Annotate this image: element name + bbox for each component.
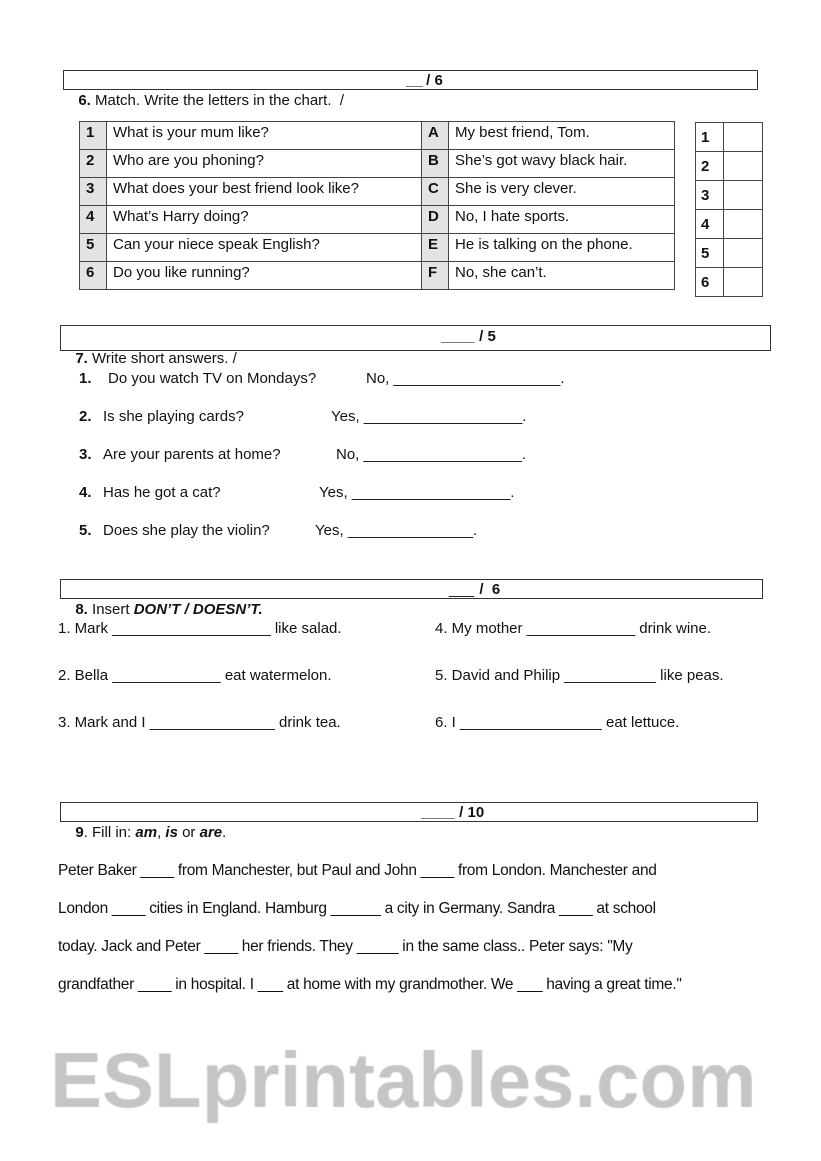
section-7-score-blank: ____	[441, 328, 475, 345]
section-9-number: 9	[75, 824, 84, 841]
item-number: 2.	[79, 408, 92, 425]
paragraph-line[interactable]: today. Jack and Peter ____ her friends. They _____ in the same class.. Peter says: "My	[58, 938, 633, 955]
item-question: Is she playing cards?	[103, 408, 244, 425]
answer-letter: C	[422, 178, 449, 206]
item-question: Are your parents at home?	[103, 446, 281, 463]
item-answer-blank[interactable]: Yes, ___________________.	[319, 484, 515, 501]
answer-text: No, she can’t.	[449, 262, 675, 290]
section-8-score-blank: ___	[449, 581, 475, 598]
grid-row	[696, 239, 763, 268]
section-6-score-blank: __	[406, 72, 423, 89]
match-row	[80, 234, 675, 262]
section-8-score: / 6	[471, 581, 501, 598]
item-answer-blank[interactable]: No, ____________________.	[366, 370, 565, 387]
word-am: am	[135, 824, 158, 841]
answer-text: No, I hate sports.	[449, 206, 675, 234]
section-8-title: Insert	[87, 601, 134, 618]
grid-number: 5	[696, 239, 724, 268]
word-are: are	[199, 824, 223, 841]
answer-text: He is talking on the phone.	[449, 234, 675, 262]
item-question: Has he got a cat?	[103, 484, 221, 501]
watermark-logo	[40, 1030, 780, 1140]
sentence-item[interactable]: 3. Mark and I _______________ drink tea.	[58, 714, 341, 731]
grid-row	[696, 268, 763, 297]
item-question: Does she play the violin?	[103, 522, 270, 539]
question-text: What’s Harry doing?	[107, 206, 422, 234]
item-question: Do you watch TV on Mondays?	[108, 370, 317, 387]
sentence-item[interactable]: 5. David and Philip ___________ like peas.	[435, 667, 724, 684]
paragraph-line[interactable]: London ____ cities in England. Hamburg ______ a city in Germany. Sandra ____ at school	[58, 900, 656, 917]
question-number: 2	[80, 150, 107, 178]
grid-row	[696, 152, 763, 181]
section-7-header	[60, 325, 771, 367]
answer-letter: A	[422, 122, 449, 150]
section-6-number: 6.	[78, 92, 91, 109]
question-number: 3	[80, 178, 107, 206]
question-number: 5	[80, 234, 107, 262]
section-9-score-blank: ____	[421, 804, 455, 821]
answer-letter: F	[422, 262, 449, 290]
item-number: 1.	[79, 370, 92, 387]
match-row	[80, 206, 675, 234]
section-6-title: Match. Write the letters in the chart. /	[90, 92, 345, 109]
answer-letter: D	[422, 206, 449, 234]
sentence-item[interactable]: 6. I _________________ eat lettuce.	[435, 714, 680, 731]
item-answer-blank[interactable]: No, ___________________.	[336, 446, 527, 463]
answer-letter: E	[422, 234, 449, 262]
grid-answer-cell[interactable]	[724, 123, 763, 152]
grid-number: 3	[696, 181, 724, 210]
grid-answer-cell[interactable]	[724, 152, 763, 181]
grid-answer-cell[interactable]	[724, 210, 763, 239]
section-8-number: 8.	[75, 601, 88, 618]
section-7-title: Write short answers. /	[87, 350, 237, 367]
match-table	[79, 121, 675, 290]
sentence-item[interactable]: 2. Bella _____________ eat watermelon.	[58, 667, 332, 684]
section-7-number: 7.	[75, 350, 88, 367]
sentence-item[interactable]: 1. Mark ___________________ like salad.	[58, 620, 342, 637]
grid-answer-cell[interactable]	[724, 268, 763, 297]
word-is: is	[165, 824, 178, 841]
section-9-title: . Fill in:	[83, 824, 136, 841]
question-number: 1	[80, 122, 107, 150]
grid-number: 2	[696, 152, 724, 181]
paragraph-line[interactable]: grandfather ____ in hospital. I ___ at home with my grandmother. We ___ having a great time."	[58, 976, 682, 993]
answer-text: She is very clever.	[449, 178, 675, 206]
section-8-header	[60, 579, 763, 618]
grid-number: 6	[696, 268, 724, 297]
question-text: Who are you phoning?	[107, 150, 422, 178]
item-number: 3.	[79, 446, 92, 463]
sentence-item[interactable]: 4. My mother _____________ drink wine.	[435, 620, 712, 637]
section-9-header	[60, 802, 758, 841]
question-text: Do you like running?	[107, 262, 422, 290]
grid-row	[696, 210, 763, 239]
item-number: 5.	[79, 522, 92, 539]
match-row	[80, 122, 675, 150]
item-number: 4.	[79, 484, 92, 501]
question-text: Can your niece speak English?	[107, 234, 422, 262]
match-row	[80, 262, 675, 290]
section-8-emphasis: DON’T / DOESN’T.	[133, 601, 263, 618]
answer-letter: B	[422, 150, 449, 178]
question-text: What is your mum like?	[107, 122, 422, 150]
separator: ,	[157, 824, 166, 841]
period: .	[222, 824, 227, 841]
section-7-score: / 5	[475, 328, 496, 345]
grid-row	[696, 123, 763, 152]
answer-grid	[695, 122, 763, 297]
answer-text: My best friend, Tom.	[449, 122, 675, 150]
grid-answer-cell[interactable]	[724, 239, 763, 268]
grid-number: 1	[696, 123, 724, 152]
grid-answer-cell[interactable]	[724, 181, 763, 210]
section-6-score: / 6	[422, 72, 443, 89]
section-9-score: / 10	[455, 804, 485, 821]
match-row	[80, 178, 675, 206]
question-text: What does your best friend look like?	[107, 178, 422, 206]
section-6-header	[63, 70, 758, 109]
item-answer-blank[interactable]: Yes, _______________.	[315, 522, 478, 539]
item-answer-blank[interactable]: Yes, ___________________.	[331, 408, 527, 425]
answer-text: She’s got wavy black hair.	[449, 150, 675, 178]
question-number: 4	[80, 206, 107, 234]
match-row	[80, 150, 675, 178]
grid-number: 4	[696, 210, 724, 239]
grid-row	[696, 181, 763, 210]
question-number: 6	[80, 262, 107, 290]
paragraph-line[interactable]: Peter Baker ____ from Manchester, but Paul and John ____ from London. Manchester and	[58, 862, 657, 879]
separator: or	[177, 824, 200, 841]
